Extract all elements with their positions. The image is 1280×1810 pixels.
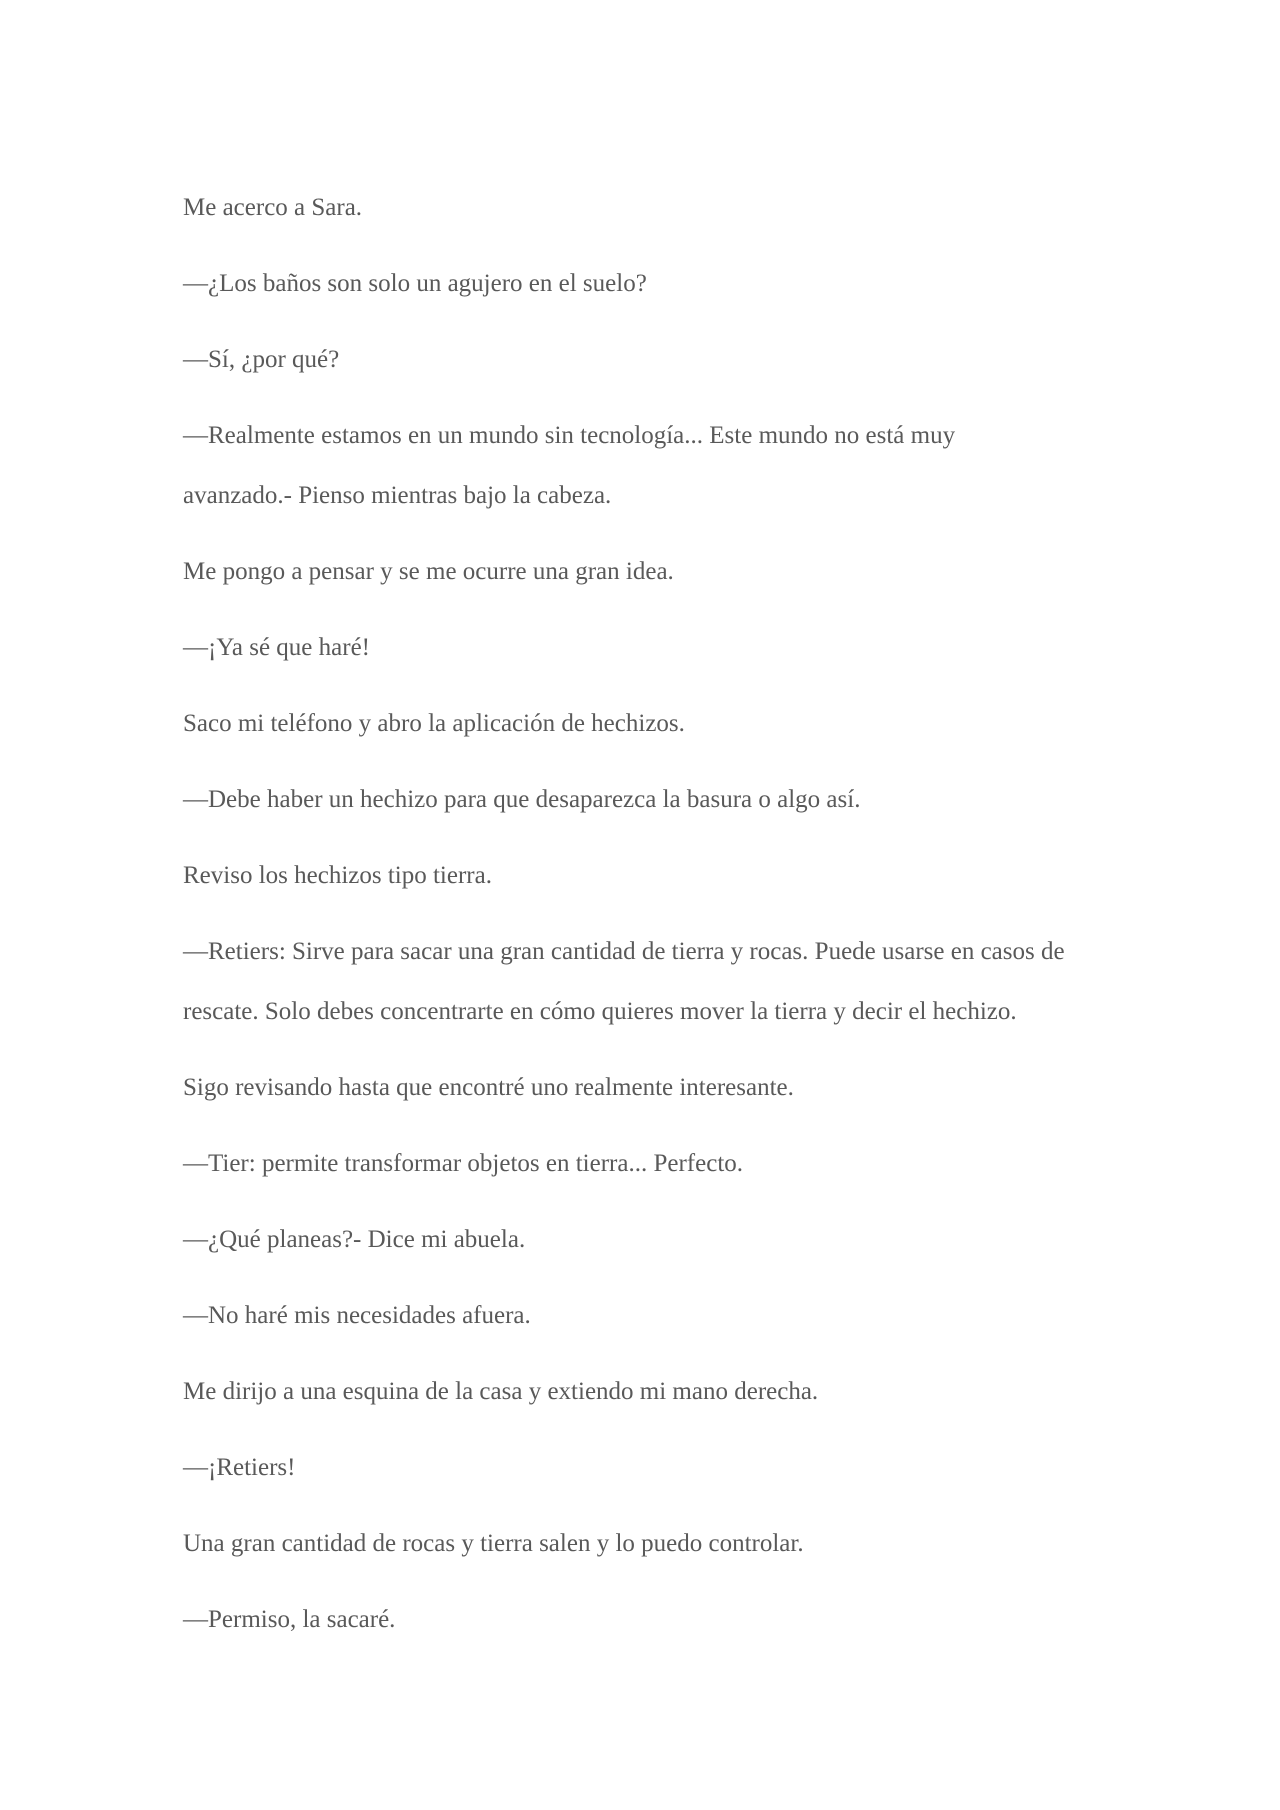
paragraph: Sigo revisando hasta que encontré uno realmente interesante. bbox=[183, 1074, 794, 1101]
paragraph: Reviso los hechizos tipo tierra. bbox=[183, 862, 492, 889]
paragraph: Una gran cantidad de rocas y tierra salen y lo puedo controlar. bbox=[183, 1530, 804, 1557]
paragraph: —Debe haber un hechizo para que desaparezca la basura o algo así. bbox=[183, 786, 861, 813]
paragraph: —¡Retiers! bbox=[183, 1454, 296, 1481]
paragraph: —Retiers: Sirve para sacar una gran cantidad de tierra y rocas. Puede usarse en casos de rescate. Solo debes concentrarte en cómo quieres mover la tierra y decir el hechizo. bbox=[183, 938, 1065, 1025]
paragraph: Saco mi teléfono y abro la aplicación de hechizos. bbox=[183, 710, 685, 737]
paragraph: —¿Qué planeas?- Dice mi abuela. bbox=[183, 1226, 526, 1253]
paragraph: Me acerco a Sara. bbox=[183, 194, 363, 221]
document-body bbox=[183, 178, 1103, 1666]
paragraph: —¡Ya sé que haré! bbox=[183, 634, 370, 661]
paragraph: Me dirijo a una esquina de la casa y extiendo mi mano derecha. bbox=[183, 1378, 819, 1405]
paragraph: —No haré mis necesidades afuera. bbox=[183, 1302, 531, 1329]
paragraph: —¿Los baños son solo un agujero en el suelo? bbox=[183, 270, 647, 297]
paragraph: —Realmente estamos en un mundo sin tecnología... Este mundo no está muy avanzado.- Pienso mientras bajo la cabeza. bbox=[183, 422, 956, 509]
paragraph: Me pongo a pensar y se me ocurre una gran idea. bbox=[183, 558, 674, 585]
paragraph: —Tier: permite transformar objetos en tierra... Perfecto. bbox=[183, 1150, 744, 1177]
paragraph: —Permiso, la sacaré. bbox=[183, 1606, 396, 1633]
paragraph: —Sí, ¿por qué? bbox=[183, 346, 340, 373]
